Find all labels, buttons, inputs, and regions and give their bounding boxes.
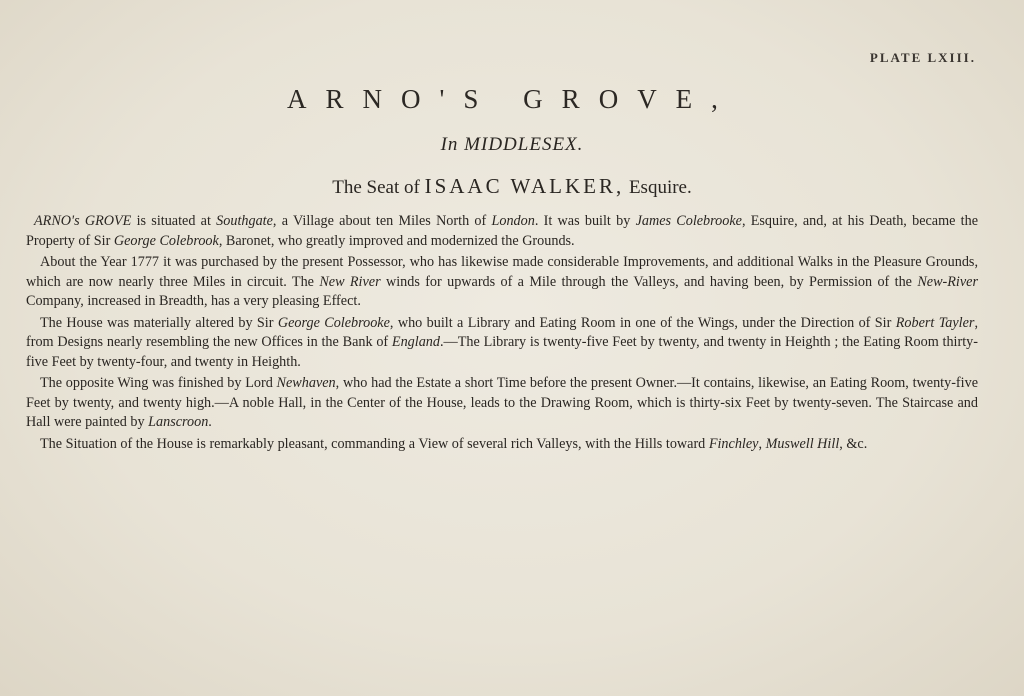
text-run: winds for upwards of a Mile through the Valleys, and having been, by Permission of the	[380, 273, 918, 290]
italic-text: Southgate	[216, 213, 273, 229]
italic-text: George Colebrook	[113, 232, 219, 249]
owner-name: ISAAC WALKER,	[424, 174, 625, 198]
text-run: About the Year 1777 it was purchased by the present Possessor, who has likewise made considerable Improvements, and additional Walks in the Pleasure Grounds, which are now nearly three Miles in circuit. The	[26, 254, 978, 290]
italic-text: ARNO's GROVE	[34, 213, 132, 229]
text-run: , who built a Library and Eating Room in one of the Wings, under the Direction of Sir	[389, 314, 896, 331]
paragraph	[26, 435, 978, 455]
text-run: The House was materially altered by Sir	[40, 314, 278, 331]
paragraph	[26, 253, 978, 312]
paragraph	[26, 212, 978, 251]
seat-line	[0, 174, 1024, 199]
text-run: , who had the Estate a short Time before the present Owner.—It contains, likewise, an Eating Room, twenty-five Feet by twenty, and twenty high.—A noble Hall, in the Center of the House, leads to the Drawing Room, which is thirty-six Feet by twenty-seven. The Staircase and Hall were painted by	[26, 375, 978, 430]
text-run: ,	[758, 435, 766, 452]
seat-prefix: The Seat of	[332, 177, 420, 198]
page-subtitle: In MIDDLESEX.	[440, 134, 584, 155]
italic-text: Muswell Hill	[765, 435, 840, 452]
body-text	[26, 212, 978, 456]
text-run: , &c.	[839, 435, 868, 452]
text-run: , Baronet, who greatly improved and modernized the Grounds.	[218, 232, 575, 249]
italic-text: London	[491, 213, 535, 229]
text-run: .—The Library is twenty-five Feet by twenty, and twenty in Heighth ; the Eating Room thirty-five Feet by twenty-four, and twenty in Heighth.	[26, 334, 978, 370]
text-run: , from Designs nearly resembling the new Offices in the Bank of	[26, 314, 978, 350]
italic-text: England	[391, 334, 440, 350]
italic-text: Lanscroon	[148, 414, 209, 430]
italic-text: Newhaven	[276, 375, 336, 391]
paragraph	[26, 374, 978, 433]
plate-number: PLATE LXIII.	[869, 50, 976, 65]
text-run: The Situation of the House is remarkably pleasant, commanding a View of several rich Valleys, with the Hills toward	[40, 435, 709, 452]
italic-text: James Colebrooke	[635, 213, 742, 229]
text-run: Company, increased in Breadth, has a very pleasing Effect.	[26, 293, 361, 309]
paragraph	[26, 314, 978, 373]
text-run: . It was built by	[534, 213, 636, 229]
italic-text: New River	[319, 273, 381, 290]
text-run: , Esquire, and, at his Death, became the Property of Sir	[26, 213, 978, 249]
italic-text: Robert Tayler	[895, 314, 975, 331]
seat-suffix: Esquire.	[628, 177, 692, 198]
text-run: The opposite Wing was finished by Lord	[40, 375, 277, 391]
italic-text: George Colebrooke	[277, 314, 390, 331]
text-run: , a Village about ten Miles North of	[272, 213, 492, 229]
page-title: ARNO'S GROVE,	[287, 84, 737, 114]
italic-text: New-River	[917, 273, 978, 290]
text-run: is situated at	[131, 213, 217, 229]
italic-text: Finchley	[708, 435, 759, 452]
text-run: .	[208, 414, 212, 430]
